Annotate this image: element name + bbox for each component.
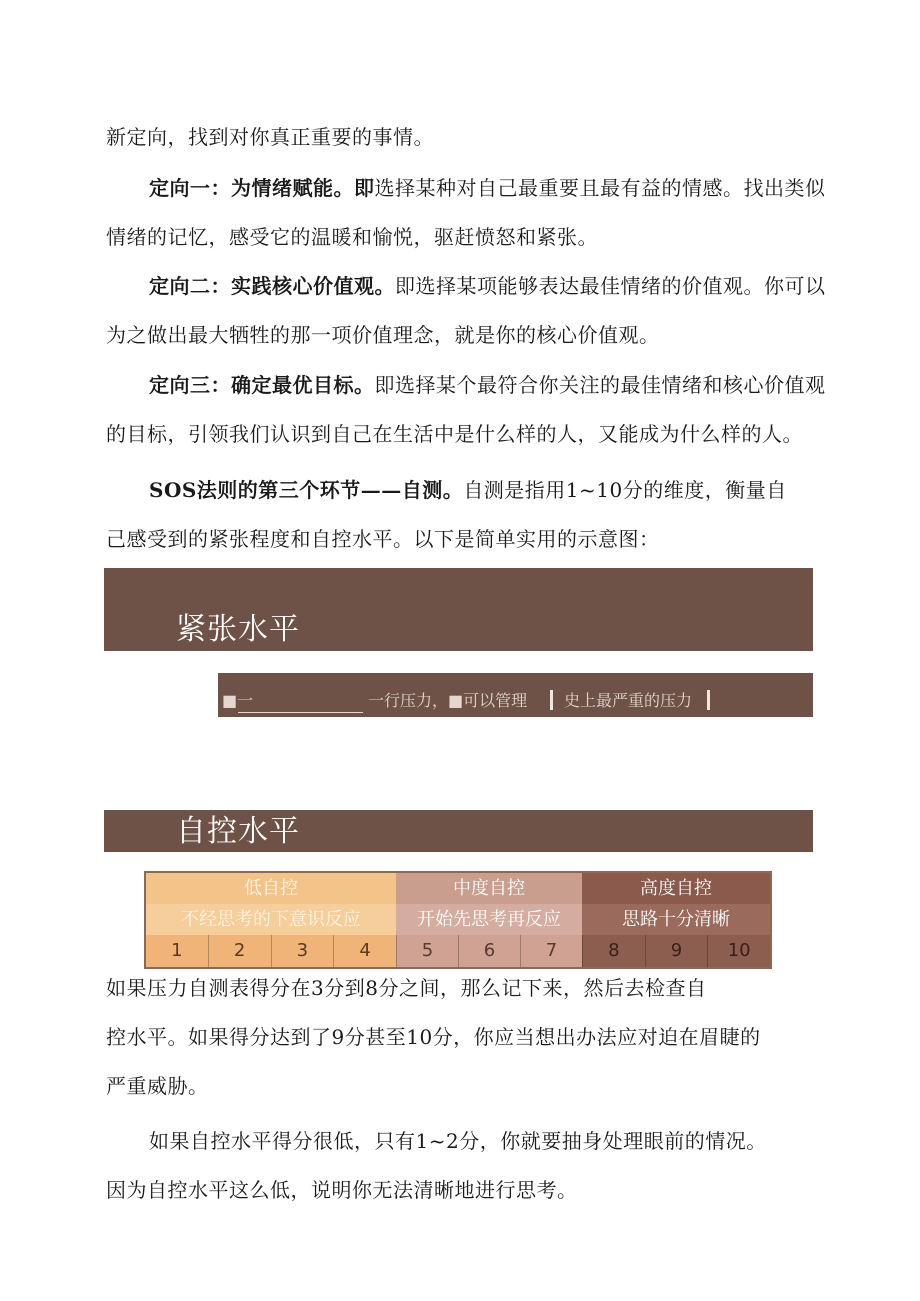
scale-underline xyxy=(238,712,363,713)
score-cell: 9 xyxy=(645,935,708,967)
control-column-low xyxy=(146,873,396,967)
control-column-mid xyxy=(396,873,582,967)
score-cell: 6 xyxy=(458,935,520,967)
text-segment: 为之做出最大牺牲的那一项价值理念，就是你的核心价值观。 xyxy=(106,323,660,347)
scale-divider xyxy=(707,687,710,711)
text-line: 因为自控水平这么低，说明你无法清晰地进行思考。 xyxy=(106,1178,578,1202)
score-cell: 7 xyxy=(520,935,582,967)
heading-orientation-3: 定向三：确定最优目标。 xyxy=(149,373,375,397)
text-segment: 即选择某项能够表达最佳情绪的价值观。你可以 xyxy=(395,274,826,298)
column-header: 高度自控 xyxy=(582,873,770,904)
tension-title: 紧张水平 xyxy=(176,612,300,647)
column-subtitle: 思路十分清晰 xyxy=(582,904,770,935)
control-banner xyxy=(104,810,813,852)
text-segment: 的目标，引领我们认识到自己在生活中是什么样的人，又能成为什么样的人。 xyxy=(106,422,803,446)
heading-orientation-2: 定向二：实践核心价值观。 xyxy=(149,274,395,298)
heading-self-test: SOS法则的第三个环节——自测。 xyxy=(149,478,464,502)
text-line: 如果自控水平得分很低，只有1~2分，你就要抽身处理眼前的情况。 xyxy=(149,1129,767,1153)
score-cell: 4 xyxy=(333,935,396,967)
score-cell: 3 xyxy=(271,935,334,967)
heading-orientation-1: 定向一：为情绪赋能。即 xyxy=(149,176,375,200)
text-line xyxy=(149,273,826,299)
text-line xyxy=(106,322,660,348)
text-line: 控水平。如果得分达到了9分甚至10分，你应当想出办法应对迫在眉睫的 xyxy=(106,1025,761,1049)
tension-scale xyxy=(218,673,813,717)
score-cell: 5 xyxy=(396,935,458,967)
text-segment: 己感受到的紧张程度和自控水平。以下是简单实用的示意图： xyxy=(106,527,660,551)
tension-scale-labels xyxy=(220,689,810,713)
score-cell: 1 xyxy=(146,935,208,967)
score-cell: 2 xyxy=(208,935,271,967)
text-line xyxy=(106,421,803,447)
text-segment: 自测是指用1~10分的维度，衡量自 xyxy=(463,478,787,502)
column-subtitle: 开始先思考再反应 xyxy=(396,904,582,935)
score-cell: 8 xyxy=(582,935,645,967)
text-line xyxy=(149,175,826,201)
column-subtitle: 不经思考的下意识反应 xyxy=(146,904,396,935)
column-header: 低自控 xyxy=(146,873,396,904)
text-segment: 即选择某个最符合你关注的最佳情绪和核心价值观 xyxy=(374,373,826,397)
text-line xyxy=(149,372,826,398)
text-segment: 新定向，找到对你真正重要的事情。 xyxy=(106,125,434,149)
column-header: 中度自控 xyxy=(396,873,582,904)
control-table xyxy=(144,871,772,969)
scale-label-manageable: 一行压力，■可以管理 xyxy=(368,691,528,710)
control-column-high xyxy=(582,873,770,967)
text-line xyxy=(106,124,434,150)
text-line: 严重威胁。 xyxy=(106,1074,209,1098)
tension-banner xyxy=(104,568,813,651)
text-segment: 情绪的记忆，感受它的温暖和愉悦，驱赶愤怒和紧张。 xyxy=(106,225,598,249)
number-row xyxy=(146,935,396,967)
text-line xyxy=(106,526,660,552)
number-row xyxy=(396,935,582,967)
number-row xyxy=(582,935,770,967)
text-line xyxy=(149,477,787,503)
text-segment: 选择某种对自己最重要且最有益的情感。找出类似 xyxy=(374,176,826,200)
control-title: 自控水平 xyxy=(176,814,300,849)
scale-label-low: ■一 xyxy=(222,691,254,710)
score-cell: 10 xyxy=(707,935,770,967)
text-line xyxy=(106,224,598,250)
scale-label-severe: 史上最严重的压力 xyxy=(564,691,693,710)
scale-divider xyxy=(550,687,553,711)
text-line: 如果压力自测表得分在3分到8分之间，那么记下来，然后去检查自 xyxy=(106,976,707,1000)
